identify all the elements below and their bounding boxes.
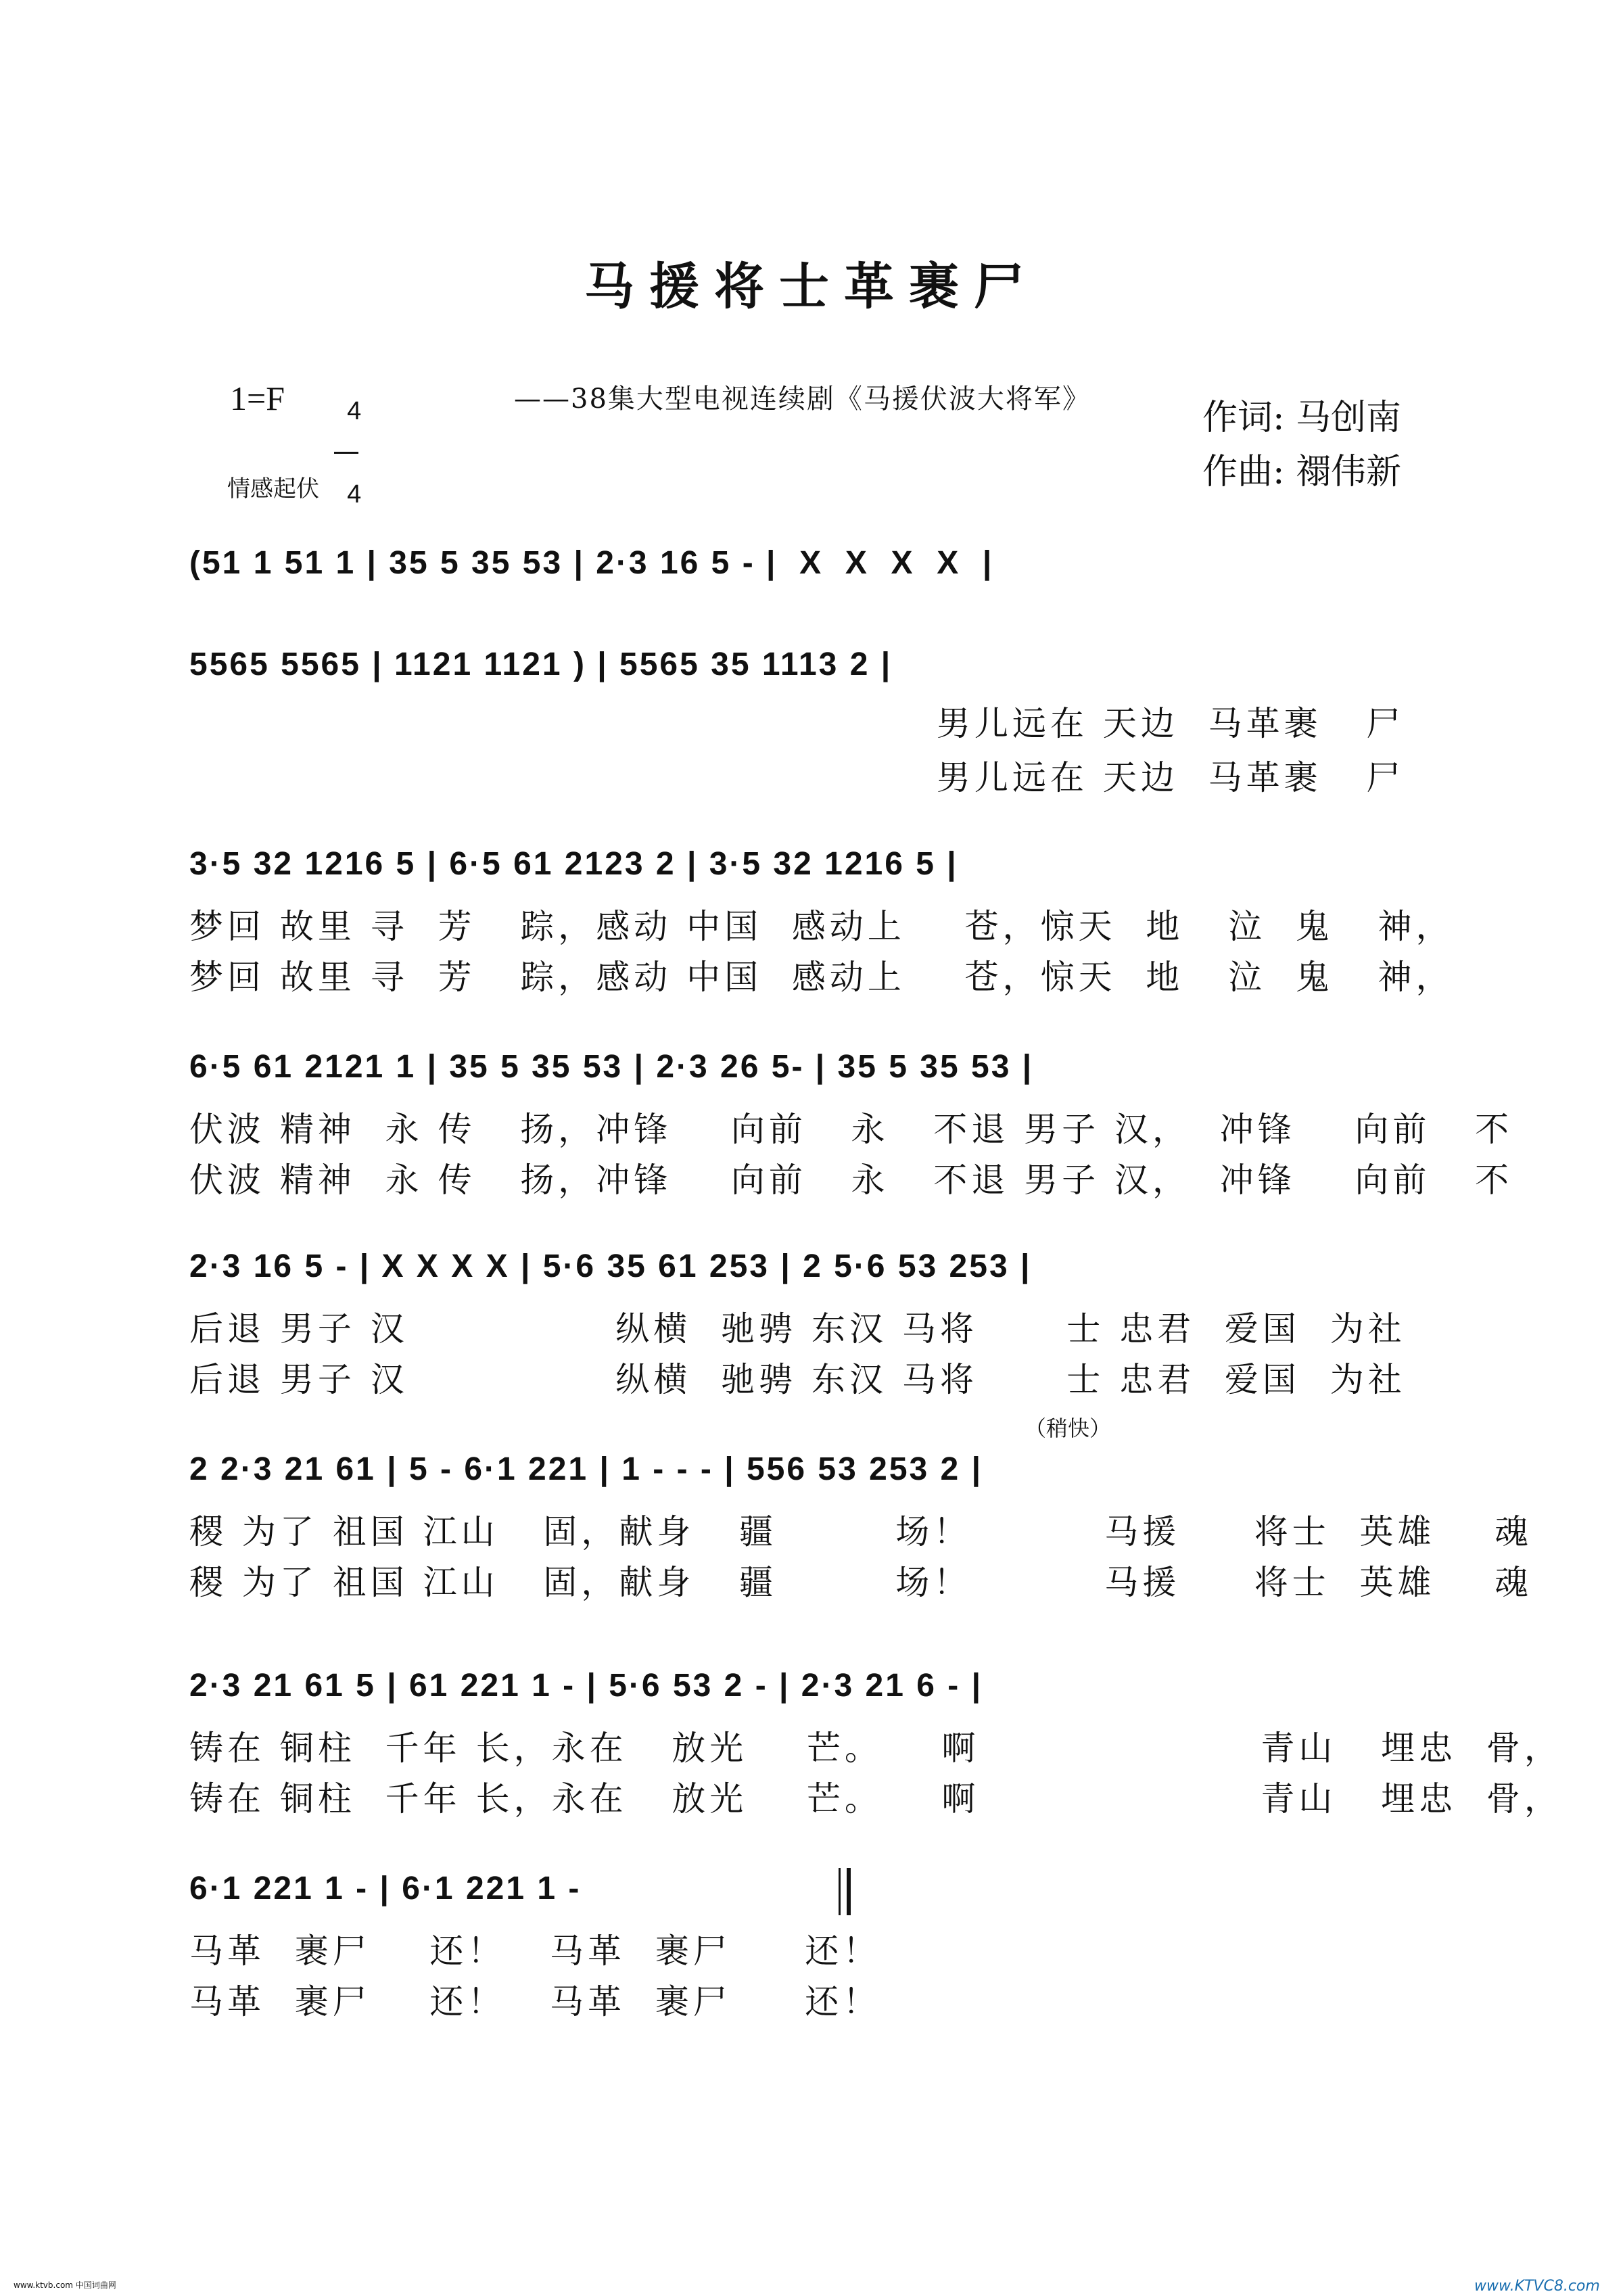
staff-line-7: 2·3 21 61 5 | 61 221 1 - | 5·6 53 2 - | 2·3 21 6 - | (189, 1668, 983, 1704)
lyric-line-4-verse-2: 后退 男子 汉 纵横 驰骋 东汉 马将 士 忠君 爱国 为社 (189, 1360, 1406, 1399)
time-signature-top: 4 (347, 397, 362, 425)
time-signature (333, 371, 360, 508)
lyric-line-1-verse-1: 男儿远在 天边 马革裹 尸 (937, 704, 1405, 743)
credits (1202, 391, 1401, 499)
staff-line-1: (51 1 51 1 | 35 5 35 53 | 2·3 16 5 - | X X X X | (189, 545, 994, 581)
lyric-line-2-verse-1: 梦回 故里 寻 芳 踪，感动 中国 感动上 苍，惊天 地 泣 鬼 神， (189, 907, 1454, 946)
staff-line-8: 6·1 221 1 - | 6·1 221 1 - (189, 1871, 582, 1906)
tempo-marking: 情感起伏 (227, 475, 319, 502)
lyric-line-3-verse-1: 伏波 精神 永 传 扬，冲锋 向前 永 不退 男子 汉， 冲锋 向前 不 (189, 1110, 1513, 1149)
tempo-change-marking: （稍快） (1025, 1415, 1112, 1441)
key-signature: 1=F (230, 379, 285, 417)
subtitle: ——38集大型电视连续剧《马援伏波大将军》 (514, 383, 1091, 415)
final-barline-thin (839, 1868, 841, 1915)
lyric-line-4-verse-1: 后退 男子 汉 纵横 驰骋 东汉 马将 士 忠君 爱国 为社 (189, 1309, 1406, 1349)
site-watermark: www.KTVC8.com (1474, 2278, 1600, 2295)
lyric-line-7-verse-1: 马革 裹尸 还！ 马革 裹尸 还！ (189, 1931, 881, 1971)
composer-credit: 作曲: 禤伟新 (1202, 452, 1402, 492)
lyricist-credit: 作词: 马创南 (1202, 398, 1402, 438)
song-title: 马援将士革裹尸 (584, 258, 1039, 316)
staff-line-4: 6·5 61 2121 1 | 35 5 35 53 | 2·3 26 5- | 35 5 35 53 | (189, 1049, 1034, 1085)
lyric-line-5-verse-1: 稷 为了 祖国 江山 固，献身 疆 场！ 马援 将士 英雄 魂 (189, 1512, 1533, 1551)
staff-line-3: 3·5 32 1216 5 | 6·5 61 2123 2 | 3·5 32 1216 5 | (189, 846, 958, 882)
lyric-line-6-verse-1: 铸在 铜柱 千年 长，永在 放光 芒。 啊 青山 埋忠 骨， (189, 1729, 1562, 1768)
staff-line-6: 2 2·3 21 61 | 5 - 6·1 221 | 1 - - - | 556 53 253 2 | (189, 1451, 983, 1487)
final-barline-thick (847, 1868, 851, 1915)
lyric-line-3-verse-2: 伏波 精神 永 传 扬，冲锋 向前 永 不退 男子 汉， 冲锋 向前 不 (189, 1161, 1513, 1200)
staff-line-5: 2·3 16 5 - | X X X X | 5·6 35 61 253 | 2 5·6 53 253 | (189, 1248, 1032, 1284)
corner-watermark: www.ktvb.com 中国词曲网 (14, 2280, 116, 2290)
lyric-line-1-verse-2: 男儿远在 天边 马革裹 尸 (937, 758, 1405, 797)
lyric-line-6-verse-2: 铸在 铜柱 千年 长，永在 放光 芒。 啊 青山 埋忠 骨， (189, 1779, 1562, 1819)
time-signature-bottom: 4 (347, 480, 362, 509)
staff-line-2: 5565 5565 | 1121 1121 ) | 5565 35 1113 2 | (189, 647, 893, 682)
lyric-line-2-verse-2: 梦回 故里 寻 芳 踪，感动 中国 感动上 苍，惊天 地 泣 鬼 神， (189, 958, 1454, 997)
time-signature-bar (334, 452, 358, 454)
lyric-line-5-verse-2: 稷 为了 祖国 江山 固，献身 疆 场！ 马援 将士 英雄 魂 (189, 1563, 1533, 1602)
lyric-line-7-verse-2: 马革 裹尸 还！ 马革 裹尸 还！ (189, 1982, 881, 2021)
